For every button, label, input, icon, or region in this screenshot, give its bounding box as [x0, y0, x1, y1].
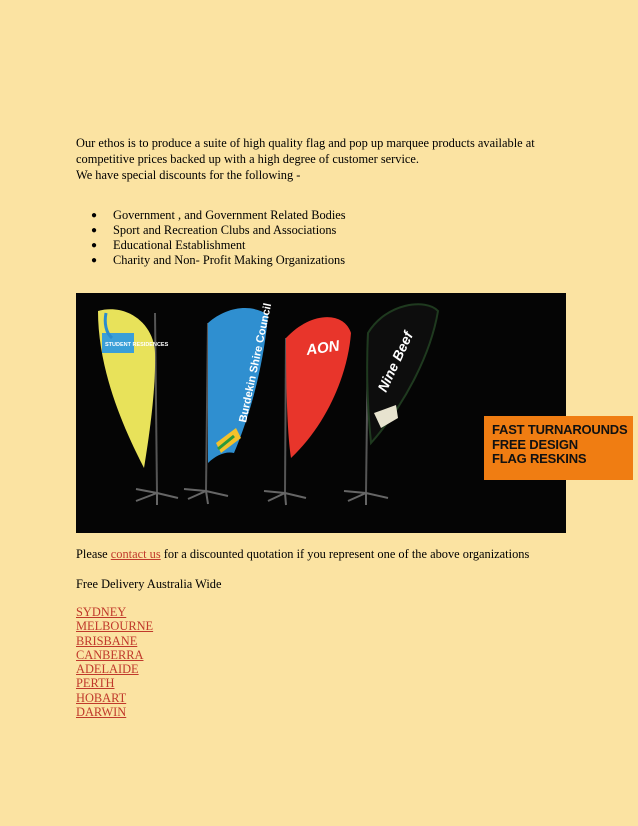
intro-line-3: We have special discounts for the following - — [76, 168, 301, 182]
intro-line-2: competitive prices backed up with a high degree of customer service. — [76, 152, 420, 166]
discount-list — [76, 208, 556, 268]
list-item — [76, 705, 153, 719]
city-link-brisbane[interactable]: BRISBANE — [76, 633, 138, 648]
city-link-darwin[interactable]: DARWIN — [76, 705, 127, 720]
list-item — [76, 634, 153, 648]
list-item-text: Charity and Non- Profit Making Organizations — [113, 253, 346, 267]
city-link-hobart[interactable]: HOBART — [76, 690, 127, 705]
list-item — [76, 648, 153, 662]
promo-line: FAST TURNAROUNDS — [492, 422, 628, 437]
city-link-perth[interactable]: PERTH — [76, 676, 115, 691]
list-item — [76, 662, 153, 676]
list-item — [76, 253, 556, 268]
city-links-list — [76, 605, 153, 719]
city-link-melbourne[interactable]: MELBOURNE — [76, 619, 154, 634]
promo-line: FLAG RESKINS — [492, 451, 587, 466]
list-item — [76, 676, 153, 690]
list-item-text: Educational Establishment — [113, 238, 246, 252]
bullet-icon: ● — [91, 225, 98, 236]
bullet-icon: ● — [91, 255, 98, 266]
list-item-text: Sport and Recreation Clubs and Associations — [113, 223, 337, 237]
flags-banner-image — [76, 293, 628, 533]
list-item — [76, 691, 153, 705]
bullet-icon: ● — [91, 210, 98, 221]
intro-line-1: Our ethos is to produce a suite of high quality flag and pop up marquee products available at — [76, 136, 535, 150]
flag2-text: Burdekin Shire Council — [237, 302, 275, 424]
promo-line: FREE DESIGN — [492, 436, 578, 452]
list-item — [76, 605, 153, 619]
promo-box — [484, 416, 633, 480]
bullet-icon: ● — [91, 240, 98, 251]
list-item — [76, 238, 556, 253]
list-item — [76, 223, 556, 238]
cta-text-before: Please — [76, 547, 111, 561]
flag3-text: AON — [305, 337, 341, 359]
flag1-text: STUDENT RESIDENCES — [105, 342, 169, 348]
city-link-sydney[interactable]: SYDNEY — [76, 605, 127, 619]
delivery-note: Free Delivery Australia Wide — [76, 577, 222, 591]
flag4-text: Nine Beef — [374, 328, 417, 395]
list-item — [76, 619, 153, 633]
list-item — [76, 208, 556, 223]
contact-paragraph — [76, 546, 576, 562]
intro-paragraph — [76, 135, 566, 183]
city-link-adelaide[interactable]: ADELAIDE — [76, 662, 139, 677]
cta-text-after: for a discounted quotation if you represent one of the above organizations — [160, 547, 530, 561]
city-link-canberra[interactable]: CANBERRA — [76, 647, 144, 662]
contact-us-link[interactable]: contact us — [110, 547, 161, 561]
flags-illustration — [76, 293, 566, 533]
list-item-text: Government , and Government Related Bodies — [113, 208, 346, 222]
